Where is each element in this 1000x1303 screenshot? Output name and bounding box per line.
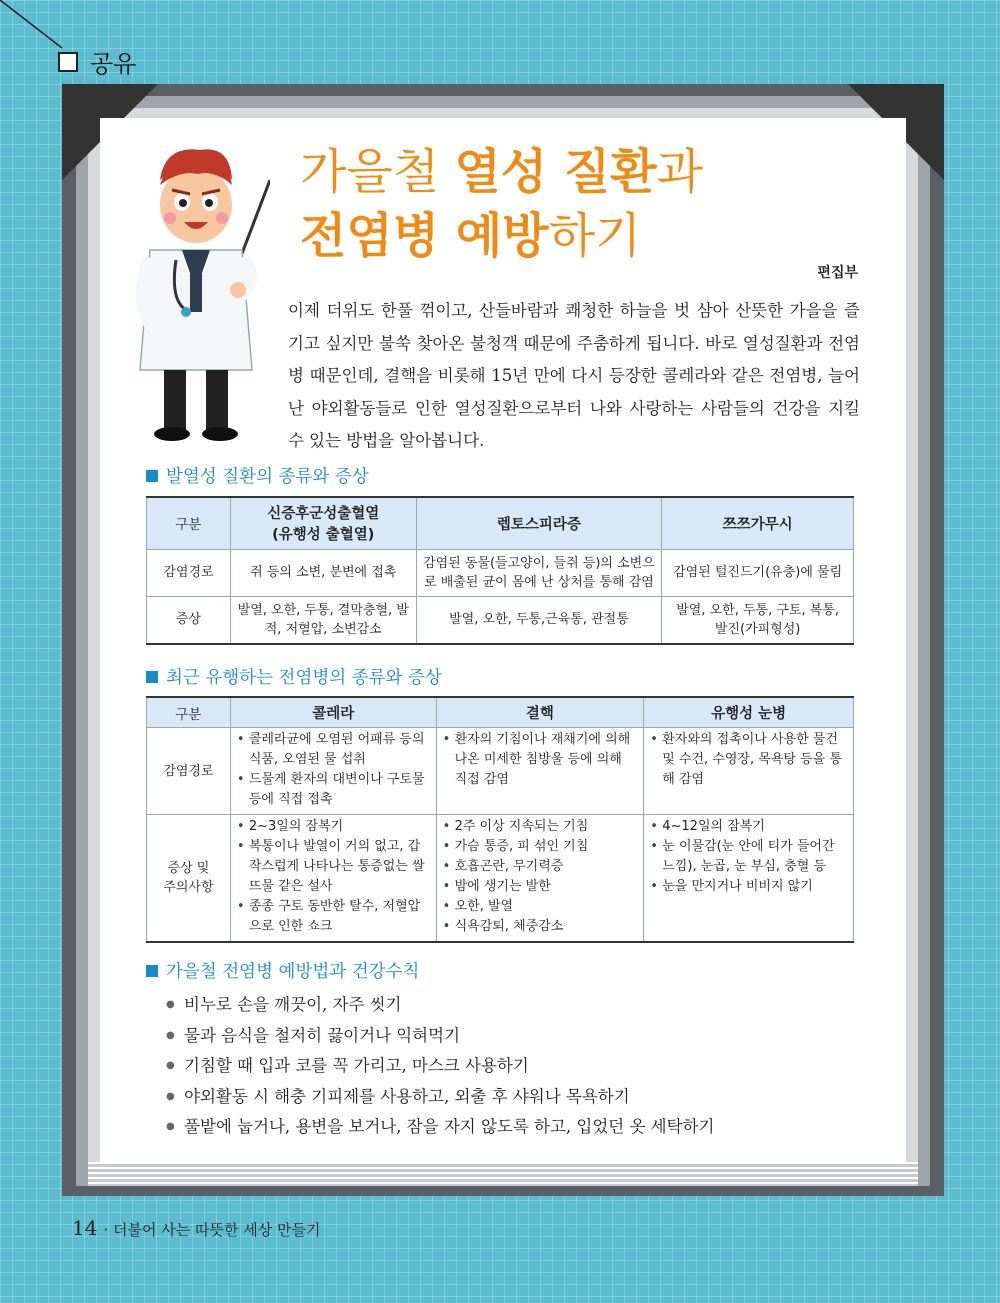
list-item: ● 풀밭에 눕거나, 용변을 보거나, 잠을 자지 않도록 하고, 입었던 옷 세탁하기 — [166, 1112, 714, 1143]
title-part-bold: 열성 질환 — [454, 144, 657, 200]
doctor-icon — [120, 140, 270, 445]
list-item: • 오한, 발열 — [443, 897, 638, 917]
table-header-row — [147, 697, 854, 728]
bottom-stripes — [88, 1162, 918, 1186]
section1-heading — [146, 463, 369, 488]
page-number: 14 — [72, 1216, 98, 1240]
title-part: 하기 — [548, 208, 642, 264]
table-cell: 감염된 털진드기(유충)에 물림 — [662, 549, 854, 596]
list-item: • 호흡곤란, 무기력증 — [443, 857, 638, 877]
epidemic-table — [146, 696, 854, 943]
list-item: • 눈을 만지거나 비비지 않기 — [650, 877, 847, 897]
list-item: ● 기침할 때 입과 코를 꼭 가리고, 마스크 사용하기 — [166, 1051, 714, 1082]
table-cell: 쥐 등의 소변, 분변에 접촉 — [230, 549, 416, 596]
table-cell: 증상 및 주의사항 — [147, 815, 231, 943]
table-row — [147, 815, 854, 943]
list-item: • 눈 이물감(눈 안에 티가 들어간 느낌), 눈곱, 눈 부심, 충혈 등 — [650, 837, 847, 877]
list-item: • 4~12일의 잠복기 — [650, 817, 847, 837]
table-header-cell: 결핵 — [436, 697, 644, 728]
section2-title: 최근 유행하는 전염병의 종류와 증상 — [166, 668, 442, 688]
list-item: • 가슴 통증, 피 섞인 기침 — [443, 837, 638, 857]
section2-heading — [146, 664, 442, 689]
title-part: 과 — [656, 144, 703, 200]
section-label-text: 공유 — [90, 50, 137, 78]
table-cell — [644, 728, 854, 815]
list-item: • 콜레라균에 오염된 어패류 등의 식품, 오염된 물 섭취 — [237, 730, 430, 770]
table-row — [147, 596, 854, 644]
author: 편집부 — [817, 265, 858, 281]
list-item: • 2주 이상 지속되는 기침 — [443, 817, 638, 837]
list-item: • 복통이나 발열이 거의 없고, 갑작스럽게 나타나는 통증없는 쌀뜨물 같은 설사 — [237, 837, 430, 897]
section1-title: 발열성 질환의 종류와 증상 — [166, 467, 369, 487]
prevention-tips-list — [166, 990, 714, 1143]
table-header-row — [147, 497, 854, 549]
title-line-1 — [300, 140, 703, 204]
table-cell: 감염된 동물(들고양이, 들쥐 등)의 소변으로 배출된 균이 몸에 난 상처를 통해 감염 — [416, 549, 662, 596]
table-header-cell: 구분 — [147, 697, 231, 728]
list-item: ● 비누로 손을 깨끗이, 자주 씻기 — [166, 990, 714, 1021]
table-cell: 증상 — [147, 596, 231, 644]
table-cell: 발열, 오한, 두통,근육통, 관절통 — [416, 596, 662, 644]
table-header-cell: 쯔쯔가무시 — [662, 497, 854, 549]
page-title — [300, 140, 703, 268]
table-cell: 감염경로 — [147, 549, 231, 596]
table-header-cell: 신증후군성출혈열 (유행성 출혈열) — [230, 497, 416, 549]
section-label — [58, 44, 136, 79]
list-item: • 환자와의 접촉이나 사용한 물건 및 수건, 수영장, 목욕탕 등을 통해 감염 — [650, 730, 847, 790]
fever-disease-table — [146, 496, 854, 645]
table-cell — [230, 815, 436, 943]
list-item: • 밤에 생기는 발한 — [443, 877, 638, 897]
table-cell — [644, 815, 854, 943]
table-header-cell: 유행성 눈병 — [644, 697, 854, 728]
table-cell — [230, 728, 436, 815]
footer-text: · 더불어 사는 따뜻한 세상 만들기 — [103, 1221, 321, 1239]
section3-title: 가을철 전염병 예방법과 건강수칙 — [166, 962, 420, 982]
table-header-cell: 콜레라 — [230, 697, 436, 728]
square-bullet-icon — [146, 965, 158, 977]
page-footer — [72, 1216, 320, 1240]
checkbox-square-icon — [58, 52, 78, 72]
list-item: • 환자의 기침이나 재채기에 의해 나온 미세한 침방울 등에 의해 직접 감염 — [443, 730, 638, 790]
table-header-cell: 구분 — [147, 497, 231, 549]
title-part: 가을철 — [300, 144, 455, 200]
list-item: • 2~3일의 잠복기 — [237, 817, 430, 837]
square-bullet-icon — [146, 470, 158, 482]
list-item: ● 야외활동 시 해충 기피제를 사용하고, 외출 후 샤워나 목욕하기 — [166, 1082, 714, 1113]
title-part-bold: 전염병 예방 — [300, 208, 549, 264]
table-row — [147, 728, 854, 815]
list-item: • 종종 구토 동반한 탈수, 저혈압으로 인한 쇼크 — [237, 897, 430, 937]
table-cell: 발열, 오한, 두통, 구토, 복통, 발진(가피형성) — [662, 596, 854, 644]
table-header-cell: 렙토스피라증 — [416, 497, 662, 549]
title-line-2 — [300, 204, 703, 268]
table-cell — [436, 815, 644, 943]
intro-paragraph: 이제 더위도 한풀 꺾이고, 산들바람과 쾌청한 하늘을 벗 삼아 산뜻한 가을을 즐기고 싶지만 불쑥 찾아온 불청객 때문에 주춤하게 됩니다. 바로 열성질환과 전염병 때문인데, 결핵을 비롯해 15년 만에 다시 등장한 콜레라와 같은 전염병, 늘어난 야외활동들로 인한 열성질환으로부터 나와 사랑하는 사람들의 건강을 지킬 수 있는 방법을 알아봅니다. — [288, 301, 860, 450]
section3-heading — [146, 958, 419, 983]
square-bullet-icon — [146, 671, 158, 683]
table-cell: 감염경로 — [147, 728, 231, 815]
table-cell: 발열, 오한, 두통, 결막충혈, 발적, 저혈압, 소변감소 — [230, 596, 416, 644]
list-item: ● 물과 음식을 철저히 끓이거나 익혀먹기 — [166, 1021, 714, 1052]
table-cell — [436, 728, 644, 815]
list-item: • 드물게 환자의 대변이나 구토물 등에 직접 접촉 — [237, 770, 430, 810]
list-item: • 식욕감퇴, 체중감소 — [443, 917, 638, 937]
table-row — [147, 549, 854, 596]
